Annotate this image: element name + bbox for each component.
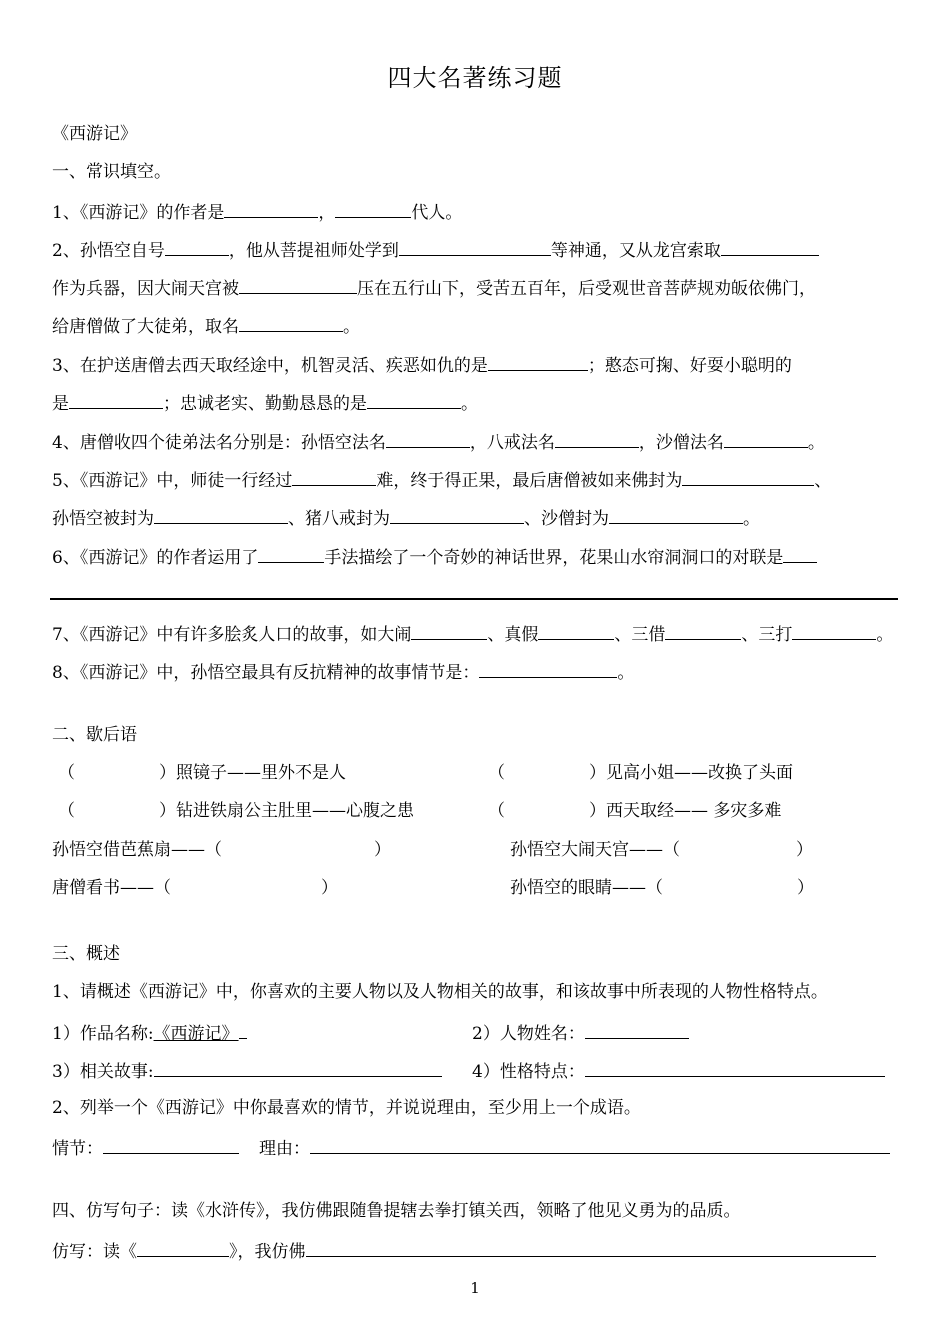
- blank[interactable]: [792, 620, 876, 640]
- blank[interactable]: [165, 236, 229, 256]
- blank[interactable]: [488, 351, 588, 371]
- blank[interactable]: [224, 198, 318, 218]
- question-1-5-cont: 孙悟空被封为 、猪八戒封为 、沙僧封为 。: [52, 504, 760, 531]
- section-4-heading: 四、仿写句子：读《水浒传》，我仿佛跟随鲁提辖去拳打镇关西，领略了他见义勇为的品质。: [52, 1201, 741, 1221]
- blank[interactable]: [306, 1237, 876, 1257]
- work-name-row: 1）作品名称:《西游记》: [52, 1019, 247, 1046]
- blank[interactable]: [390, 504, 524, 524]
- xiehouyu-1: （ ）照镜子——里外不是人: [58, 763, 346, 783]
- blank[interactable]: [585, 1019, 689, 1039]
- question-1-5: 5、《西游记》中，师徒一行经过 难，终于得正果，最后唐僧被如来佛封为 、: [52, 466, 831, 493]
- question-1-1: 1、《西游记》的作者是 ， 代人。: [52, 198, 462, 225]
- blank[interactable]: [386, 428, 470, 448]
- question-1-7: 7、《西游记》中有许多脍炙人口的故事，如大闹 、真假 、三借 、三打 。: [52, 620, 893, 647]
- imitation-row: 仿写：读《 》，我仿佛: [52, 1237, 876, 1264]
- blank[interactable]: [69, 389, 163, 409]
- question-1-2-cont: 给唐僧做了大徒弟，取名 。: [52, 312, 360, 339]
- blank[interactable]: [783, 543, 817, 563]
- xiehouyu-6: 孙悟空大闹天宫——（ ）: [510, 840, 813, 860]
- section-3-heading: 三、概述: [52, 944, 120, 964]
- character-traits-row: 4）性格特点：: [472, 1057, 885, 1084]
- blank[interactable]: [154, 504, 288, 524]
- blank[interactable]: [292, 466, 376, 486]
- blank[interactable]: [411, 620, 487, 640]
- work-name-value: 《西游记》: [153, 1024, 239, 1044]
- question-3-2: 2、列举一个《西游记》中你最喜欢的情节，并说说理由，至少用上一个成语。: [52, 1098, 641, 1118]
- blank[interactable]: [682, 466, 814, 486]
- blank[interactable]: [258, 543, 324, 563]
- blank[interactable]: [721, 236, 819, 256]
- xiehouyu-8: 孙悟空的眼睛——（ ）: [510, 878, 814, 898]
- blank[interactable]: [479, 658, 617, 678]
- xiehouyu-5: 孙悟空借芭蕉扇——（ ）: [52, 840, 391, 860]
- blank[interactable]: [555, 428, 639, 448]
- plot-reason-row: 情节： 理由：: [52, 1134, 890, 1161]
- blank[interactable]: [137, 1237, 229, 1257]
- character-name-row: 2）人物姓名：: [472, 1019, 689, 1046]
- question-1-2-cont: 作为兵器，因大闹天宫被 压在五行山下，受苦五百年，后受观世音菩萨规劝皈依佛门，: [52, 274, 816, 301]
- blank[interactable]: [724, 428, 808, 448]
- xiehouyu-7: 唐僧看书——（ ）: [52, 878, 338, 898]
- book-title: 《西游记》: [52, 124, 137, 144]
- blank[interactable]: [239, 274, 357, 294]
- section-1-heading: 一、常识填空。: [52, 162, 171, 182]
- answer-line[interactable]: [50, 598, 898, 600]
- blank[interactable]: [154, 1057, 442, 1077]
- blank[interactable]: [609, 504, 743, 524]
- question-1-2: 2、孙悟空自号 ，他从菩提祖师处学到 等神通，又从龙宫索取: [52, 236, 819, 263]
- page-title: 四大名著练习题: [387, 64, 563, 92]
- blank[interactable]: [103, 1134, 239, 1154]
- question-1-8: 8、《西游记》中，孙悟空最具有反抗精神的故事情节是： 。: [52, 658, 634, 685]
- page-number: 1: [470, 1279, 480, 1297]
- blank[interactable]: [399, 236, 551, 256]
- blank[interactable]: [367, 389, 461, 409]
- blank[interactable]: [335, 198, 411, 218]
- question-1-6: 6、《西游记》的作者运用了 手法描绘了一个奇妙的神话世界，花果山水帘洞洞口的对联是: [52, 543, 817, 570]
- related-story-row: 3）相关故事:: [52, 1057, 442, 1084]
- blank[interactable]: [665, 620, 741, 640]
- question-1-3-cont: 是 ；忠诚老实、勤勤恳恳的是 。: [52, 389, 478, 416]
- blank[interactable]: [239, 312, 343, 332]
- question-1-3: 3、在护送唐僧去西天取经途中，机智灵活、疾恶如仇的是 ；憨态可掬、好耍小聪明的: [52, 351, 792, 378]
- question-3-1: 1、请概述《西游记》中，你喜欢的主要人物以及人物相关的故事，和该故事中所表现的人物性格特点。: [52, 982, 828, 1002]
- section-2-heading: 二、歇后语: [52, 725, 137, 745]
- blank[interactable]: [538, 620, 614, 640]
- xiehouyu-3: （ ）钻进铁扇公主肚里——心腹之患: [58, 801, 414, 821]
- xiehouyu-2: （ ）见高小姐——改换了头面: [488, 763, 793, 783]
- blank[interactable]: [585, 1057, 885, 1077]
- question-1-4: 4、唐僧收四个徒弟法名分别是：孙悟空法名 ，八戒法名 ，沙僧法名 。: [52, 428, 825, 455]
- xiehouyu-4: （ ）西天取经—— 多灾多难: [488, 801, 782, 821]
- blank[interactable]: [310, 1134, 890, 1154]
